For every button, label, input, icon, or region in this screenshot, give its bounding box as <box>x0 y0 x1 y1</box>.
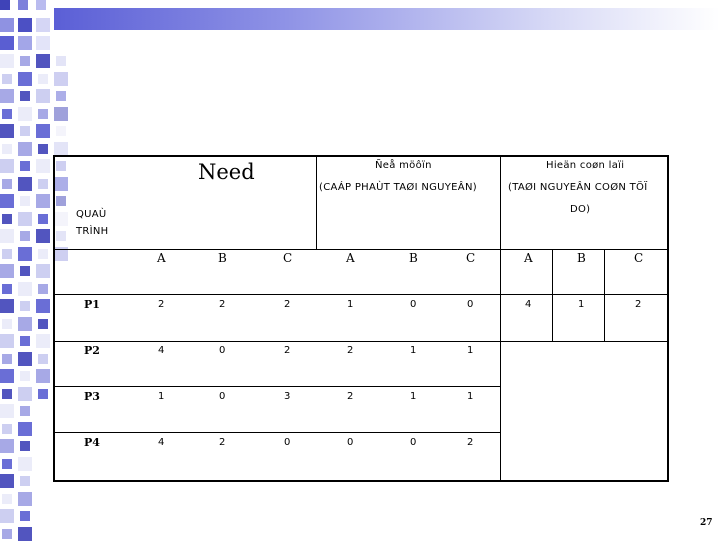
table-cell: 0 <box>410 299 417 310</box>
column-header-7: A <box>524 251 533 265</box>
available-header: Hieän coøn laïi <box>546 160 625 171</box>
table-cell: 4 <box>158 345 165 356</box>
table-cell: 2 <box>158 299 165 310</box>
table-cell: 4 <box>158 437 165 448</box>
column-header-2: B <box>218 251 227 265</box>
column-header-9: C <box>634 251 644 265</box>
table-cell: 1 <box>158 391 165 402</box>
table-cell: 2 <box>284 345 291 356</box>
column-header-8: B <box>577 251 586 265</box>
table-cell: 1 <box>467 345 474 356</box>
allocation-subheader: (CAÁP PHAÙT TAØI NGUYEÂN) <box>319 182 477 193</box>
allocation-header: Ñeå möôïn <box>375 160 432 171</box>
table-cell: 2 <box>347 345 354 356</box>
header-gradient-bar <box>54 8 720 30</box>
column-header-5: B <box>409 251 418 265</box>
table-cell: 2 <box>219 299 226 310</box>
row-divider <box>55 386 500 387</box>
row-label-p2: P2 <box>84 344 100 357</box>
table-cell: 1 <box>467 391 474 402</box>
table-cell: 0 <box>219 391 226 402</box>
available-subheader-line1: (TAØI NGUYEÂN COØN TÖÏ <box>508 182 648 193</box>
table-cell: 2 <box>284 299 291 310</box>
column-header-4: A <box>346 251 355 265</box>
row-label-p1: P1 <box>84 298 100 311</box>
row-divider <box>55 249 667 250</box>
process-header-line2: TRÌNH <box>76 226 109 237</box>
column-divider <box>316 157 317 249</box>
row-divider <box>55 341 667 342</box>
table-cell: 0 <box>219 345 226 356</box>
table-cell: 1 <box>410 345 417 356</box>
row-label-p4: P4 <box>84 436 100 449</box>
column-divider <box>500 157 501 480</box>
table-cell: 3 <box>284 391 291 402</box>
table-cell: 0 <box>347 437 354 448</box>
column-header-1: A <box>157 251 166 265</box>
table-cell: 0 <box>410 437 417 448</box>
table-cell: 4 <box>525 299 532 310</box>
need-header: Need <box>198 160 255 184</box>
column-header-6: C <box>466 251 476 265</box>
page-number: 27 <box>700 518 713 528</box>
column-divider <box>604 249 605 341</box>
table-cell: 0 <box>284 437 291 448</box>
table-cell: 1 <box>578 299 585 310</box>
available-subheader-line2: DO) <box>570 204 591 215</box>
row-label-p3: P3 <box>84 390 100 403</box>
process-header-line1: QUAÙ <box>76 209 107 220</box>
row-divider <box>55 294 667 295</box>
table-cell: 2 <box>219 437 226 448</box>
table-cell: 2 <box>635 299 642 310</box>
table-cell: 1 <box>410 391 417 402</box>
table-cell: 0 <box>467 299 474 310</box>
table-cell: 1 <box>347 299 354 310</box>
column-header-3: C <box>283 251 293 265</box>
row-divider <box>55 432 500 433</box>
table-cell: 2 <box>467 437 474 448</box>
column-divider <box>552 249 553 341</box>
table-cell: 2 <box>347 391 354 402</box>
